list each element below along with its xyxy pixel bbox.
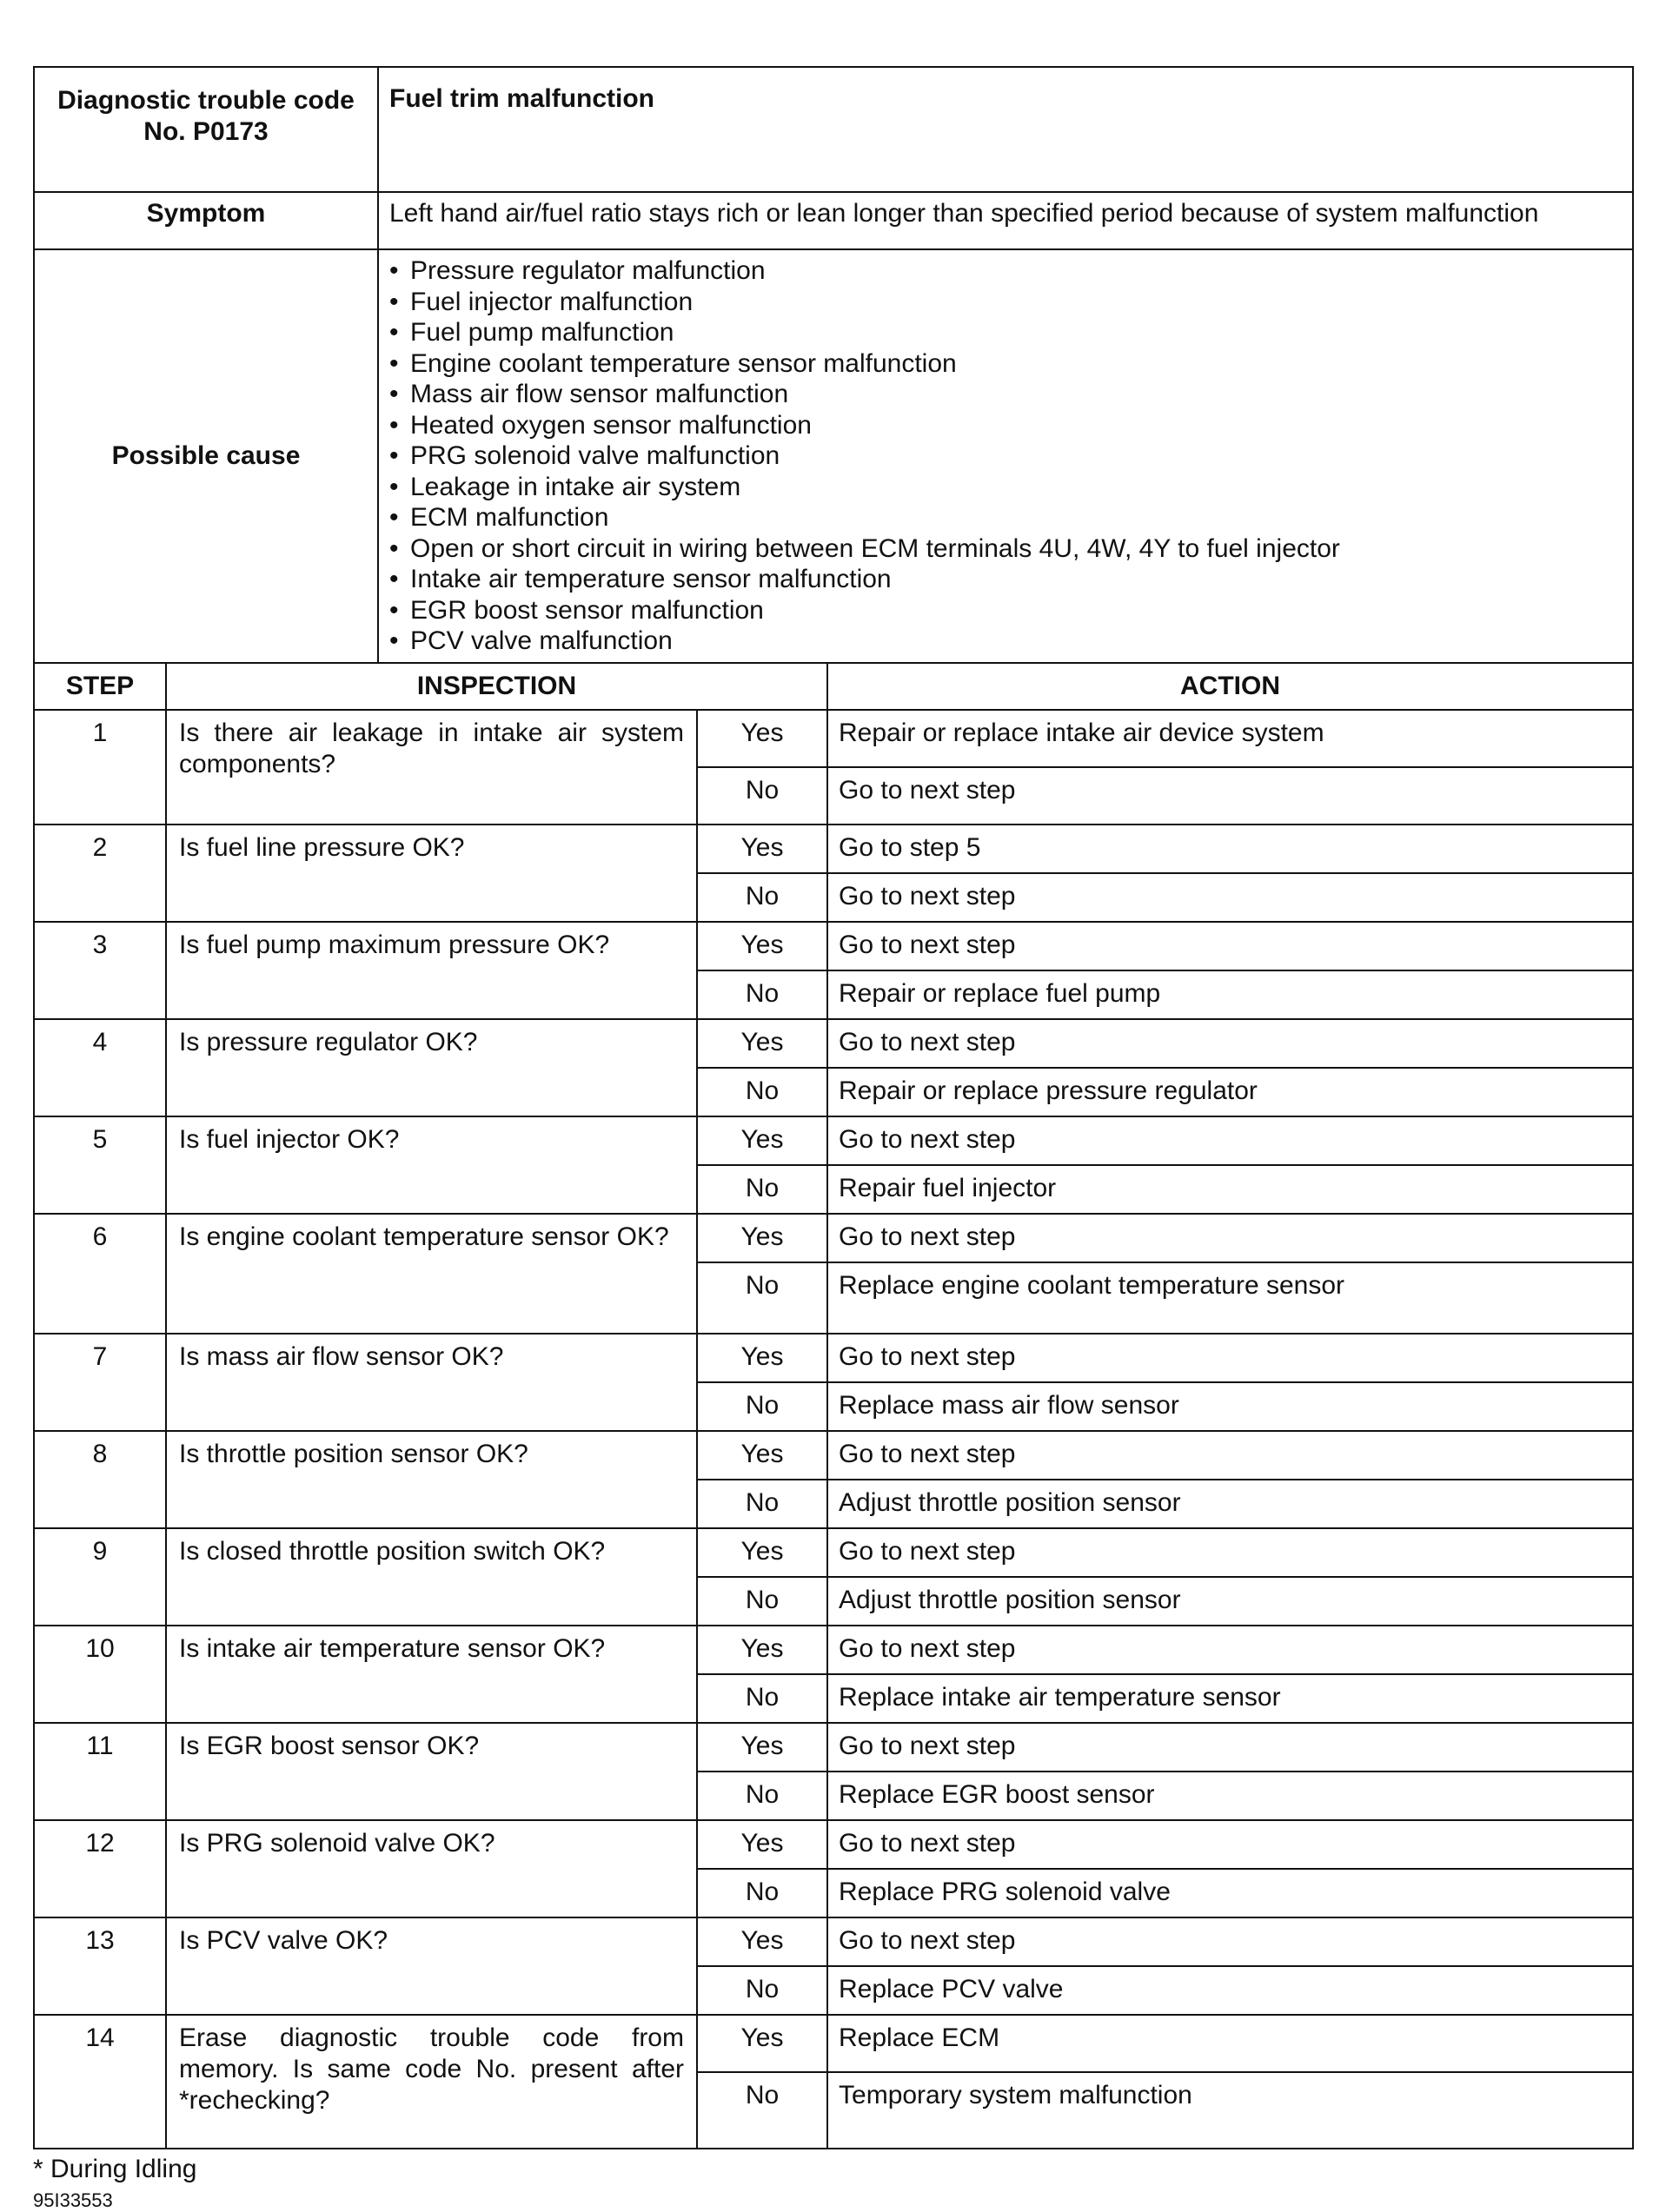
table-row — [34, 1626, 1633, 1674]
table-row — [34, 1723, 1633, 1772]
no-label: No — [697, 1165, 827, 1214]
no-label: No — [697, 1382, 827, 1431]
cause-item: • PCV valve malfunction — [388, 626, 1622, 657]
yes-action: Go to next step — [827, 1019, 1633, 1068]
inspection-question: Is fuel injector OK? — [166, 1116, 697, 1214]
dtc-title: Fuel trim malfunction — [378, 67, 1633, 192]
no-action: Repair or replace pressure regulator — [827, 1068, 1633, 1116]
inspection-question: Is closed throttle position switch OK? — [166, 1528, 697, 1626]
step-number: 2 — [34, 825, 166, 922]
symptom-row — [34, 192, 1633, 249]
inspection-question: Is intake air temperature sensor OK? — [166, 1626, 697, 1723]
inspection-question: Erase diagnostic trouble code from memory. Is same code No. present after *rechecking? — [166, 2015, 697, 2149]
inspection-question: Is engine coolant temperature sensor OK? — [166, 1214, 697, 1334]
dtc-label: Diagnostic trouble code No. P0173 — [34, 67, 378, 192]
yes-action: Go to next step — [827, 1820, 1633, 1869]
table-row — [34, 922, 1633, 970]
step-number: 10 — [34, 1626, 166, 1723]
step-number: 9 — [34, 1528, 166, 1626]
step-number: 12 — [34, 1820, 166, 1917]
step-number: 11 — [34, 1723, 166, 1820]
table-row — [34, 1917, 1633, 1966]
action-column-header: ACTION — [827, 663, 1633, 710]
table-row — [34, 1820, 1633, 1869]
step-number: 1 — [34, 710, 166, 825]
inspection-column-header: INSPECTION — [166, 663, 827, 710]
no-action: Adjust throttle position sensor — [827, 1577, 1633, 1626]
table-row — [34, 1116, 1633, 1165]
yes-label: Yes — [697, 1917, 827, 1966]
cause-item: • Fuel injector malfunction — [388, 287, 1622, 318]
yes-label: Yes — [697, 1528, 827, 1577]
table-row — [34, 2015, 1633, 2072]
yes-action: Go to next step — [827, 1626, 1633, 1674]
no-action: Go to next step — [827, 873, 1633, 922]
figure-code: 95I33553 — [33, 2189, 113, 2211]
no-label: No — [697, 767, 827, 825]
no-label: No — [697, 2072, 827, 2149]
step-number: 7 — [34, 1334, 166, 1431]
step-number: 14 — [34, 2015, 166, 2149]
yes-action: Go to next step — [827, 1917, 1633, 1966]
no-label: No — [697, 1068, 827, 1116]
yes-label: Yes — [697, 1431, 827, 1480]
yes-label: Yes — [697, 1626, 827, 1674]
symptom-label: Symptom — [34, 192, 378, 249]
cause-item: • Fuel pump malfunction — [388, 317, 1622, 348]
cause-item: • Engine coolant temperature sensor malfunction — [388, 348, 1622, 380]
cause-item: • Intake air temperature sensor malfunction — [388, 564, 1622, 595]
no-action: Repair fuel injector — [827, 1165, 1633, 1214]
no-label: No — [697, 1577, 827, 1626]
no-label: No — [697, 1772, 827, 1820]
no-action: Replace intake air temperature sensor — [827, 1674, 1633, 1723]
inspection-question: Is throttle position sensor OK? — [166, 1431, 697, 1528]
steps-header-row — [34, 663, 1633, 710]
no-label: No — [697, 1262, 827, 1334]
table-row — [34, 1334, 1633, 1382]
table-row — [34, 1019, 1633, 1068]
yes-action: Go to step 5 — [827, 825, 1633, 873]
yes-action: Go to next step — [827, 1334, 1633, 1382]
step-number: 6 — [34, 1214, 166, 1334]
cause-item: • Mass air flow sensor malfunction — [388, 379, 1622, 410]
no-label: No — [697, 970, 827, 1019]
no-action: Replace PCV valve — [827, 1966, 1633, 2015]
symptom-text: Left hand air/fuel ratio stays rich or lean longer than specified period because of system malfunction — [378, 192, 1633, 249]
inspection-question: Is EGR boost sensor OK? — [166, 1723, 697, 1820]
table-row — [34, 1431, 1633, 1480]
step-number: 13 — [34, 1917, 166, 2015]
cause-item: • Open or short circuit in wiring between ECM terminals 4U, 4W, 4Y to fuel injector — [388, 533, 1622, 565]
inspection-question: Is fuel pump maximum pressure OK? — [166, 922, 697, 1019]
possible-cause-label: Possible cause — [34, 249, 378, 663]
yes-label: Yes — [697, 2015, 827, 2072]
inspection-question: Is pressure regulator OK? — [166, 1019, 697, 1116]
cause-item: • Pressure regulator malfunction — [388, 255, 1622, 287]
no-action: Replace engine coolant temperature sensor — [827, 1262, 1633, 1334]
yes-label: Yes — [697, 1820, 827, 1869]
cause-item: • Heated oxygen sensor malfunction — [388, 410, 1622, 441]
inspection-question: Is there air leakage in intake air system components? — [166, 710, 697, 825]
no-label: No — [697, 1480, 827, 1528]
dtc-row — [34, 67, 1633, 192]
step-number: 8 — [34, 1431, 166, 1528]
step-number: 4 — [34, 1019, 166, 1116]
table-row — [34, 710, 1633, 767]
possible-cause-list — [388, 255, 1622, 657]
inspection-question: Is fuel line pressure OK? — [166, 825, 697, 922]
inspection-question: Is mass air flow sensor OK? — [166, 1334, 697, 1431]
inspection-steps-table — [33, 662, 1634, 2149]
step-column-header: STEP — [34, 663, 166, 710]
no-label: No — [697, 1966, 827, 2015]
inspection-question: Is PCV valve OK? — [166, 1917, 697, 2015]
no-action: Adjust throttle position sensor — [827, 1480, 1633, 1528]
yes-action: Replace ECM — [827, 2015, 1633, 2072]
yes-label: Yes — [697, 825, 827, 873]
yes-action: Go to next step — [827, 1528, 1633, 1577]
footnote: * During Idling — [33, 2154, 197, 2183]
table-row — [34, 1214, 1633, 1262]
table-row — [34, 1528, 1633, 1577]
cause-item: • PRG solenoid valve malfunction — [388, 440, 1622, 472]
no-action: Go to next step — [827, 767, 1633, 825]
dtc-header-table — [33, 66, 1634, 664]
yes-label: Yes — [697, 1723, 827, 1772]
yes-action: Go to next step — [827, 1431, 1633, 1480]
yes-label: Yes — [697, 1116, 827, 1165]
yes-action: Repair or replace intake air device system — [827, 710, 1633, 767]
yes-action: Go to next step — [827, 1116, 1633, 1165]
no-action: Replace EGR boost sensor — [827, 1772, 1633, 1820]
yes-label: Yes — [697, 1214, 827, 1262]
yes-label: Yes — [697, 710, 827, 767]
no-label: No — [697, 1869, 827, 1917]
cause-item: • Leakage in intake air system — [388, 472, 1622, 503]
step-number: 5 — [34, 1116, 166, 1214]
no-action: Repair or replace fuel pump — [827, 970, 1633, 1019]
yes-action: Go to next step — [827, 1214, 1633, 1262]
yes-action: Go to next step — [827, 1723, 1633, 1772]
no-action: Temporary system malfunction — [827, 2072, 1633, 2149]
step-number: 3 — [34, 922, 166, 1019]
table-row — [34, 825, 1633, 873]
yes-label: Yes — [697, 922, 827, 970]
yes-action: Go to next step — [827, 922, 1633, 970]
cause-item: • ECM malfunction — [388, 502, 1622, 533]
yes-label: Yes — [697, 1334, 827, 1382]
no-action: Replace PRG solenoid valve — [827, 1869, 1633, 1917]
inspection-question: Is PRG solenoid valve OK? — [166, 1820, 697, 1917]
cause-item: • EGR boost sensor malfunction — [388, 595, 1622, 626]
yes-label: Yes — [697, 1019, 827, 1068]
no-action: Replace mass air flow sensor — [827, 1382, 1633, 1431]
no-label: No — [697, 1674, 827, 1723]
no-label: No — [697, 873, 827, 922]
possible-cause-row — [34, 249, 1633, 663]
diagnostic-document — [33, 66, 1634, 2212]
possible-cause-list-cell — [378, 249, 1633, 663]
